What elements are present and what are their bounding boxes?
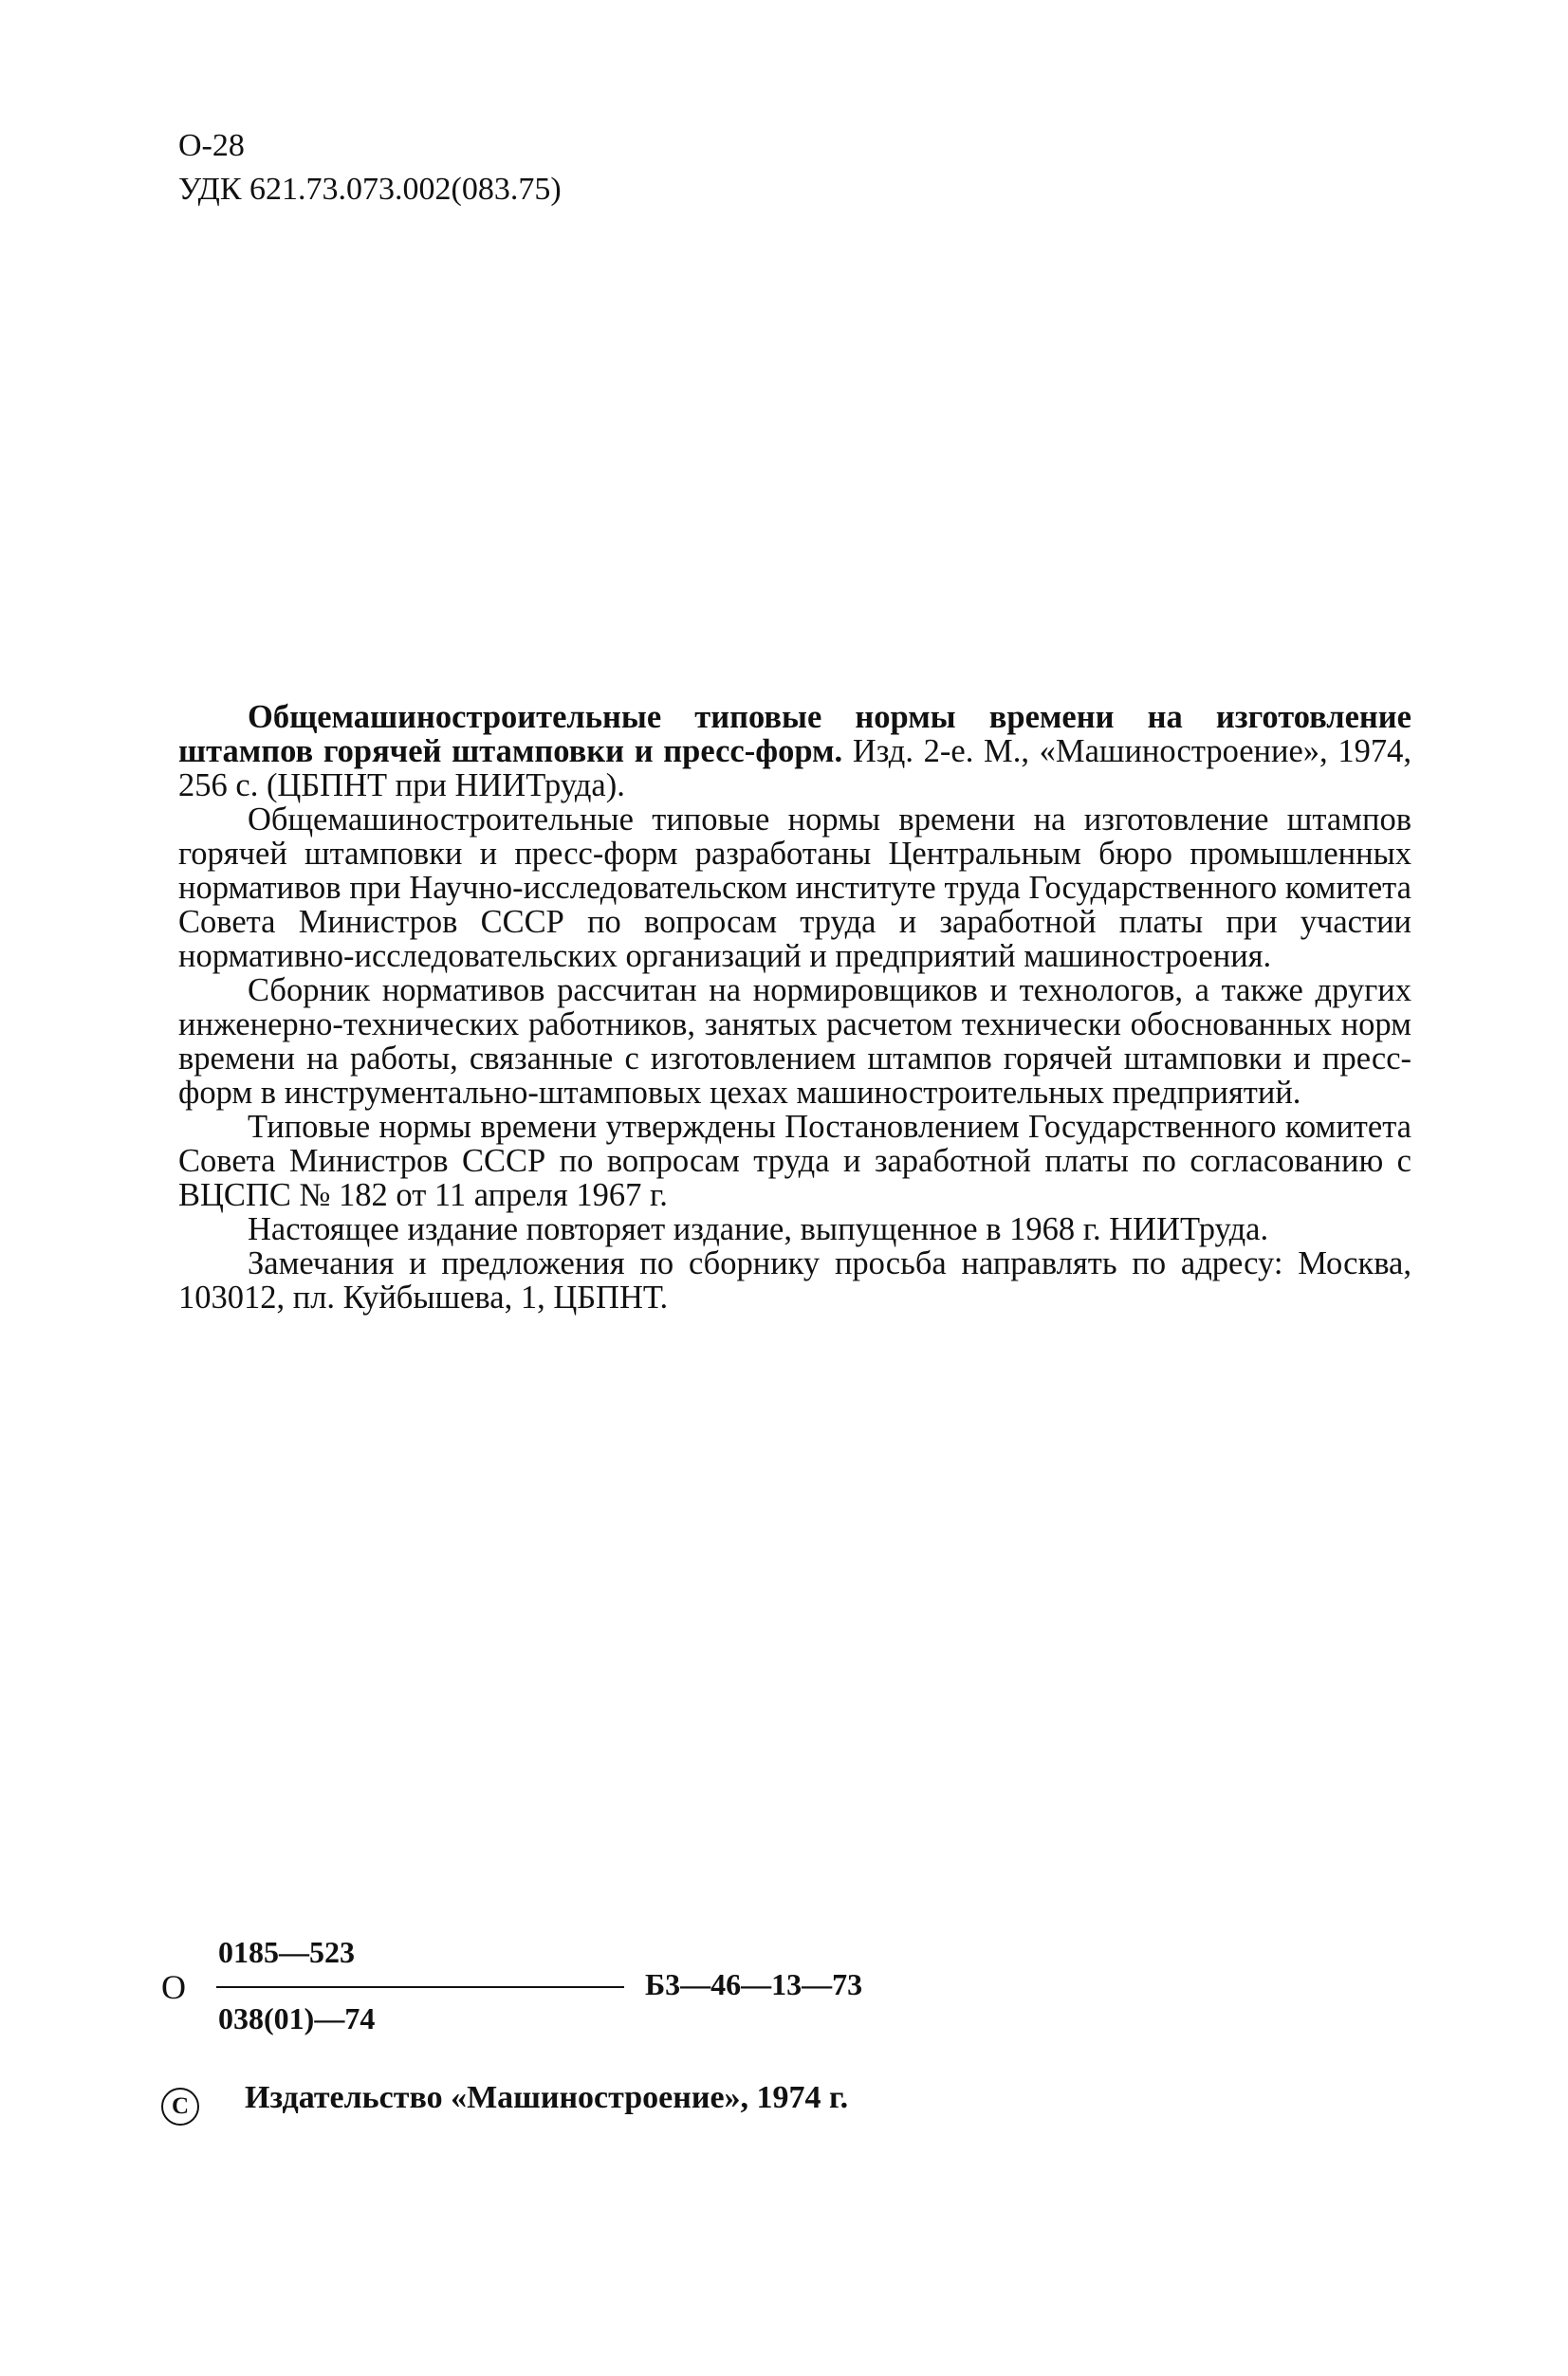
copyright-icon: С	[161, 2088, 199, 2126]
catalog-prefix: О	[161, 1968, 186, 2006]
classification-code: О-28	[178, 128, 245, 163]
edition-info: Изд. 2-е. М., «Машиностроение», 1974, 256 с. (ЦБПНТ при НИИТруда).	[178, 733, 1411, 803]
abstract-paragraph: Типовые нормы времени утверждены Постановлением Государственного комитета Совета Министров СССР по вопросам труда и заработной платы по согласованию с ВЦСПС № 182 от 11 апреля 1967 г.	[178, 1109, 1411, 1213]
abstract-paragraph: Замечания и предложения по сборнику просьба направлять по адресу: Москва, 103012, пл. Куйбышева, 1, ЦБПНТ.	[178, 1245, 1411, 1316]
publisher-text: Издательство «Машиностроение», 1974 г.	[245, 2080, 849, 2115]
catalog-denominator: 038(01)—74	[218, 2001, 376, 2035]
copyright-line	[161, 2079, 848, 2126]
bibliographic-abstract	[178, 700, 1411, 1315]
abstract-paragraph: Общемашиностроительные типовые нормы времени на изготовление штампов горячей штамповки и пресс-форм разработаны Центральным бюро промышленных нормативов при Научно-исследовательском институте труда Государственного комитета Совета Министров СССР по вопросам труда и заработной платы при участии нормативно-исследовательских организаций и предприятий машиностроения.	[178, 801, 1411, 974]
catalog-numerator: 0185—523	[218, 1935, 355, 1969]
abstract-paragraph: Сборник нормативов рассчитан на нормировщиков и технологов, а также других инженерно-технических работников, занятых расчетом технически обоснованных норм времени на работы, связанные с изготовлением штампов горячей штамповки и пресс-форм в инструментально-штамповых цехах машиностроительных предприятий.	[178, 972, 1411, 1111]
fraction-divider	[216, 1986, 624, 1988]
catalog-code-block	[161, 1935, 863, 2049]
catalog-code: Б3—46—13—73	[645, 1967, 863, 2001]
abstract-paragraph: Настоящее издание повторяет издание, выпущенное в 1968 г. НИИТруда.	[248, 1211, 1269, 1247]
book-title: Общемашиностроительные типовые нормы времени на изготовление штампов горячей штамповки и пресс-форм.	[178, 699, 1411, 769]
bibliographic-entry	[178, 700, 1411, 802]
udk-code: УДК 621.73.073.002(083.75)	[178, 172, 562, 207]
